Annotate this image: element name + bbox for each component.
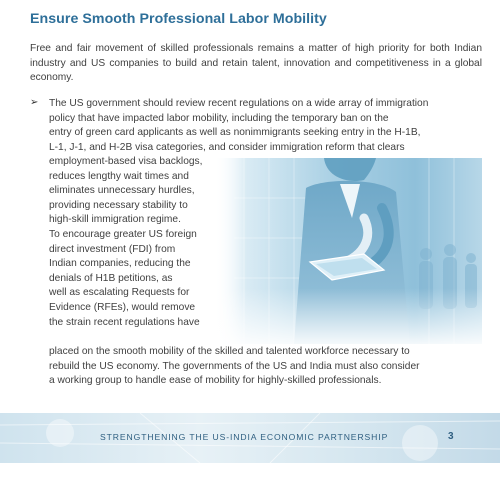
bullet-line: well as escalating Requests for [49, 287, 190, 299]
bullet-line: high-skill immigration regime. [49, 214, 181, 226]
intro-paragraph: Free and fair movement of skilled professionals remains a matter of high priority for both Indian industry and US companies to build and retain talent, innovation and competitiveness in a global economy. [30, 43, 482, 84]
bullet-line: To encourage greater US foreign [49, 228, 197, 240]
bullet-text-top [49, 97, 482, 155]
bullet-line: Indian companies, reducing the [49, 258, 191, 270]
bullet-line: placed on the smooth mobility of the skilled and talented workforce necessary to [49, 346, 410, 357]
bullet-line: Evidence (RFEs), would remove [49, 301, 196, 313]
bullet-line: reduces lengthy wait times and [49, 170, 189, 182]
bullet-line: eliminates unnecessary hurdles, [49, 185, 195, 197]
bullet-text-bottom [49, 345, 482, 389]
bullet-arrow-icon: ➢ [30, 97, 39, 108]
bullet-text-wrapped [49, 155, 211, 330]
bullet-line: The US government should review recent regulations on a wide array of immigration [49, 98, 429, 109]
page-number: 3 [448, 431, 454, 442]
footer-title: STRENGTHENING THE US-INDIA ECONOMIC PARTNERSHIP [100, 432, 389, 442]
bullet-line: the strain recent regulations have [49, 316, 200, 328]
bullet-line: employment-based visa backlogs, [49, 156, 203, 167]
bullet-line: rebuild the US economy. The governments of the US and India must also consider [49, 360, 420, 372]
bullet-line: providing necessary stability to [49, 199, 188, 211]
businesswoman-tablet-image [214, 158, 482, 344]
section-title: Ensure Smooth Professional Labor Mobility [30, 11, 327, 27]
bullet-line: entry of green card applicants as well as nonimmigrants seeking entry in the H-1B, [49, 127, 421, 139]
bullet-line: denials of H1B petitions, as [49, 272, 173, 284]
bullet-line: direct investment (FDI) from [49, 243, 176, 255]
bullet-line: policy that have impacted labor mobility, including the temporary ban on the [49, 112, 389, 124]
bullet-line: L-1, J-1, and H-2B visa categories, and consider immigration reform that clears [49, 141, 405, 153]
bullet-line: a working group to handle ease of mobility for highly-skilled professionals. [49, 375, 382, 387]
